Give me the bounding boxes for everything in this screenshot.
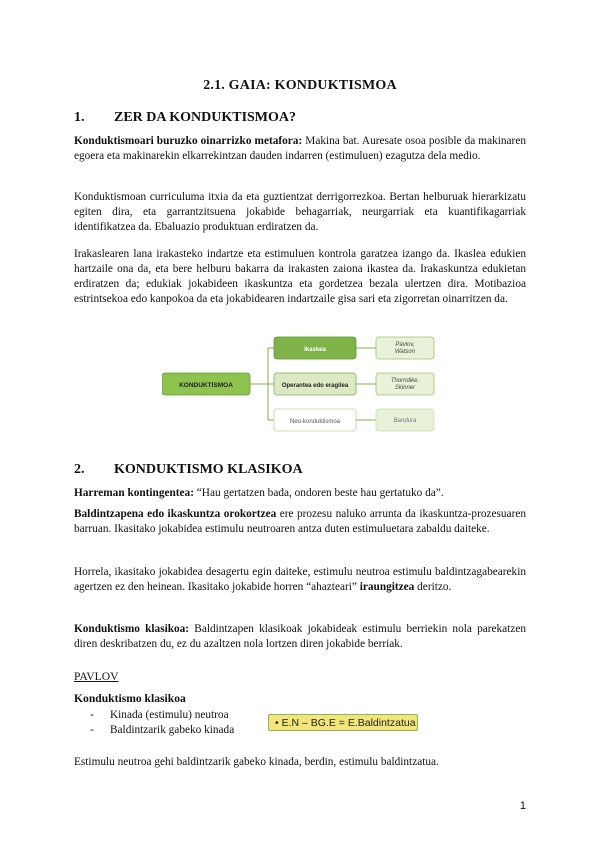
harreman-label: Harreman kontingentea: [74, 487, 194, 499]
page-title: 2.1. GAIA: KONDUKTISMOA [203, 78, 397, 93]
section-1-number: 1. [74, 110, 85, 125]
diagram-author-1-label: Pávlov, Watson [394, 342, 416, 355]
diagram-author-3-label: Bandura [393, 418, 417, 424]
diagram-node-1-label: Ikaskea [304, 347, 326, 353]
kinada-list [90, 708, 234, 738]
page-number: 1 [519, 800, 526, 812]
konduktismo-klasikoa-subheading: Konduktismo klasikoa [74, 692, 186, 705]
pavlov-heading: PAVLOV [74, 670, 119, 683]
konduktismo-klasikoa-text: Baldintzapen klasikoak jokabideak estimulu berriekin nola parekatzen diren deskribatzen du, ez du azaltzen nola lortzen diren jokabide berriak. [74, 623, 526, 650]
paragraph-estimulu-neutroa: Estimulu neutroa gehi baldintzarik gabeko kinada, berdin, estimulu baldintzatua. [74, 756, 439, 768]
paragraph-harreman [74, 486, 526, 501]
metafora-label: Konduktismoari buruzko oinarrizko metafora: [74, 135, 303, 147]
diagram-author-2-box [376, 373, 434, 395]
diagram-author-1-box [376, 337, 434, 359]
iraungitzea-term: iraungitzea [359, 581, 415, 593]
konduktismo-diagram [162, 336, 436, 434]
formula-box: • E.N – BG.E = E.Baldintzatua [268, 714, 418, 731]
diagram-node-3-label: Neo-konduktismoa [289, 419, 341, 425]
section-2-number: 2. [74, 462, 85, 477]
konduktismo-klasikoa-label: Konduktismo klasikoa: [74, 623, 190, 635]
paragraph-curriculuma: Konduktismoan curriculuma itxia da eta guztientzat derrigorrezkoa. Bertan helburuak hierarkizatu egiten dira, eta garrantzitsuena jokabide behagarriak, neurgarriak eta kuantifikagarriak identifikatzea da. Ebaluazio produktuan erdiratzen da. [74, 191, 526, 233]
diagram-node-2-label: Operantea edo eragilea [281, 383, 349, 389]
harreman-text: “Hau gertatzen bada, ondoren beste hau gertatuko da”. [193, 487, 444, 499]
paragraph-irakaslea: Irakaslearen lana irakasteko indartze eta estimuluen kontrola garatzea izango da. Ikaslea edukien hartzaile ona da, eta bere helburu bakarra da irakasten zaiona ikastea da. Irakaskuntza edukietan erdiratzen da; edukiak jokabideen ikaskuntza eta gordetzea bezala ulertzen dira. Motibazioa estrintsekoa edo kanpokoa da eta jokabidearen indartzaile gisa sari eta zigorretan oinarritzen da. [74, 248, 526, 305]
horrela-text-a: Horrela, ikasitako jokabidea desagertu egin daiteke, estimulu neutroa estimulu baldintzagabearekin agertzen ez den heinean. Ikasitako jokabide horren “ahazteari” [74, 566, 526, 593]
paragraph-baldintzapena [74, 507, 526, 537]
baldintzapena-label: Baldintzapena edo ikaskuntza orokortzea [74, 508, 277, 520]
section-1-heading [74, 110, 296, 126]
baldintzapena-text: ere prozesu naluko arrunta da ikaskuntza-prozesuaren barruan. Ikasitako jokabidea estimulu neutroaren antza duten estimuluetara zabaldu daiteke. [74, 508, 526, 535]
section-2-heading [74, 462, 303, 478]
diagram-root-label: KONDUKTISMOA [179, 382, 233, 389]
list-item-text: Baldintzarik gabeko kinada [110, 724, 235, 736]
paragraph-konduktismo-klasikoa [74, 622, 526, 652]
horrela-text-b: deritzo. [414, 581, 452, 593]
paragraph-metafora [74, 134, 526, 164]
list-item: - Kinada (estimulu) neutroa [90, 709, 229, 721]
diagram-author-2-label: Thorndike, Skinner [390, 378, 420, 391]
list-item: - Baldintzarik gabeko kinada [90, 724, 235, 736]
section-1-title: ZER DA KONDUKTISMOA? [114, 110, 297, 125]
list-item-text: Kinada (estimulu) neutroa [110, 709, 229, 721]
paragraph-horrela [74, 565, 526, 595]
metafora-text: Makina bat. Auresate osoa posible da makinaren egoera eta makinarekin elkarrekintzan dauden indarren (estimuluen) ezagutza dela medio. [74, 135, 526, 162]
section-2-title: KONDUKTISMO KLASIKOA [114, 462, 303, 477]
